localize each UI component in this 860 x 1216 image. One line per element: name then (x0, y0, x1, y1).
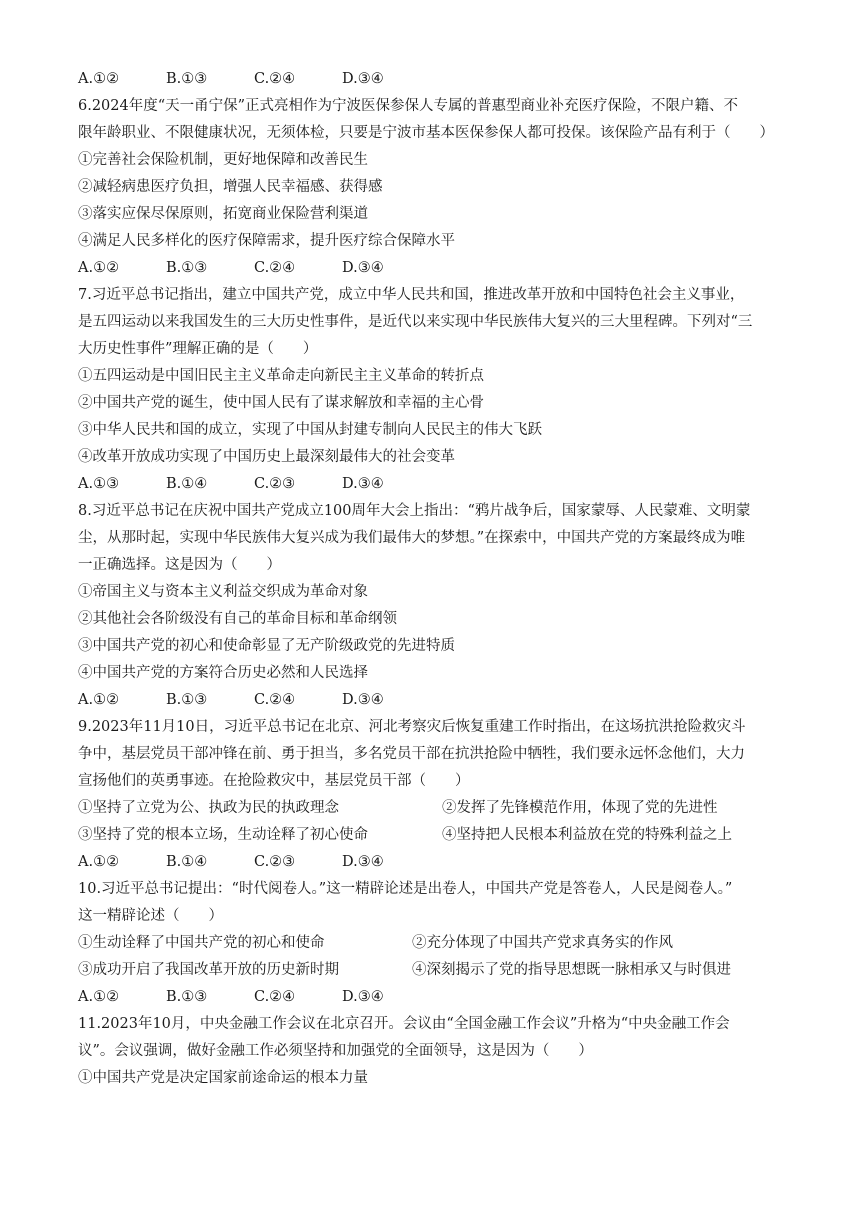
q8-item: ③中国共产党的初心和使命彰显了无产阶级政党的先进特质 (78, 638, 455, 654)
q8-option-a[interactable]: A.①② (78, 692, 120, 708)
q7-item: ①五四运动是中国旧民主主义革命走向新民主主义革命的转折点 (78, 368, 484, 384)
q10-option-a[interactable]: A.①② (78, 989, 120, 1005)
q9-option-c[interactable]: C.②③ (254, 854, 296, 870)
q9-option-a[interactable]: A.①② (78, 854, 120, 870)
q6-option-b[interactable]: B.①③ (166, 260, 208, 276)
q6-option-d[interactable]: D.③④ (342, 260, 384, 276)
q8-option-c[interactable]: C.②④ (254, 692, 296, 708)
q10-option-d[interactable]: D.③④ (342, 989, 384, 1005)
q6-option-c[interactable]: C.②④ (254, 260, 296, 276)
q9-item: ③坚持了党的根本立场，生动诠释了初心使命 (78, 827, 368, 843)
q9-stem-line: 争中，基层党员干部冲锋在前、勇于担当，多名党员干部在抗洪抢险中牺牲，我们要永远怀念他们，大力 (78, 746, 745, 762)
q8-item: ④中国共产党的方案符合历史必然和人民选择 (78, 665, 368, 681)
q7-stem-line: 是五四运动以来我国发生的三大历史性事件，是近代以来实现中华民族伟大复兴的三大里程碑。下列对“三 (78, 314, 753, 330)
q8-options (78, 687, 784, 714)
q6-option-a[interactable]: A.①② (78, 260, 120, 276)
q9-option-d[interactable]: D.③④ (342, 854, 384, 870)
q9-option-b[interactable]: B.①④ (166, 854, 208, 870)
q6-stem-line: 6.2024年度“天一甬宁保”正式亮相作为宁波医保参保人专属的普惠型商业补充医疗保险，不限户籍、不 (78, 98, 739, 114)
q8-item: ②其他社会各阶级没有自己的革命目标和革命纲领 (78, 611, 397, 627)
q6-stem-line: 限年龄职业、不限健康状况，无须体检，只要是宁波市基本医保参保人都可投保。该保险产品有利于（ ） (78, 125, 774, 141)
q8-stem-line: 尘，从那时起，实现中华民族伟大复兴成为我们最伟大的梦想。”在探索中，中国共产党的方案最终成为唯 (78, 530, 746, 546)
q6-item: ②减轻病患医疗负担，增强人民幸福感、获得感 (78, 179, 383, 195)
q9-item: ②发挥了先锋模范作用，体现了党的先进性 (442, 800, 718, 816)
q10-item-row (78, 957, 784, 984)
q11-item: ①中国共产党是决定国家前途命运的根本力量 (78, 1070, 368, 1086)
q6-item: ③落实应保尽保原则，拓宽商业保险营利渠道 (78, 206, 368, 222)
q9-item-row (78, 795, 784, 822)
q6-options (78, 255, 784, 282)
q8-stem-line: 8.习近平总书记在庆祝中国共产党成立100周年大会上指出：“鸦片战争后，国家蒙辱、人民蒙难、文明蒙 (78, 503, 751, 519)
q8-item: ①帝国主义与资本主义利益交织成为革命对象 (78, 584, 368, 600)
q7-item: ③中华人民共和国的成立，实现了中国从封建专制向人民民主的伟大飞跃 (78, 422, 542, 438)
q7-option-c[interactable]: C.②③ (254, 476, 296, 492)
q9-item-row (78, 822, 784, 849)
q7-option-d[interactable]: D.③④ (342, 476, 384, 492)
q10-item: ③成功开启了我国改革开放的历史新时期 (78, 962, 339, 978)
q10-stem-line: 这一精辟论述（ ） (78, 908, 223, 924)
q9-stem-line: 宣扬他们的英勇事迹。在抢险救灾中，基层党员干部（ ） (78, 773, 470, 789)
q5-option-a[interactable]: A.①② (78, 71, 120, 87)
q10-item: ②充分体现了中国共产党求真务实的作风 (412, 935, 673, 951)
q5-option-b[interactable]: B.①③ (166, 71, 208, 87)
q7-stem-line: 大历史性事件”理解正确的是（ ） (78, 341, 318, 357)
q11-stem-line: 11.2023年10月，中央金融工作会议在北京召开。会议由“全国金融工作会议”升格为“中央金融工作会 (78, 1016, 730, 1032)
q10-item-row (78, 930, 784, 957)
q7-item: ②中国共产党的诞生，使中国人民有了谋求解放和幸福的主心骨 (78, 395, 484, 411)
q7-option-a[interactable]: A.①③ (78, 476, 120, 492)
q8-stem-line: 一正确选择。这是因为（ ） (78, 557, 281, 573)
q10-stem-line: 10.习近平总书记提出：“时代阅卷人。”这一精辟论述是出卷人，中国共产党是答卷人，人民是阅卷人。” (78, 881, 733, 897)
q6-item: ④满足人民多样化的医疗保障需求，提升医疗综合保障水平 (78, 233, 455, 249)
exam-page (78, 66, 784, 1092)
q10-option-b[interactable]: B.①③ (166, 989, 208, 1005)
q9-options (78, 849, 784, 876)
q10-option-c[interactable]: C.②④ (254, 989, 296, 1005)
q5-option-d[interactable]: D.③④ (342, 71, 384, 87)
q7-stem-line: 7.习近平总书记指出，建立中国共产党，成立中华人民共和国，推进改革开放和中国特色社会主义事业， (78, 287, 745, 303)
q10-item: ④深刻揭示了党的指导思想既一脉相承又与时俱进 (412, 962, 731, 978)
q10-item: ①生动诠释了中国共产党的初心和使命 (78, 935, 325, 951)
q5-option-c[interactable]: C.②④ (254, 71, 296, 87)
q5-options (78, 66, 784, 93)
q11-stem-line: 议”。会议强调，做好金融工作必须坚持和加强党的全面领导，这是因为（ ） (78, 1043, 593, 1059)
q8-option-b[interactable]: B.①③ (166, 692, 208, 708)
q9-stem-line: 9.2023年11月10日，习近平总书记在北京、河北考察灾后恢复重建工作时指出，在这场抗洪抢险救灾斗 (78, 719, 746, 735)
q8-option-d[interactable]: D.③④ (342, 692, 384, 708)
q7-options (78, 471, 784, 498)
q7-option-b[interactable]: B.①④ (166, 476, 208, 492)
q7-item: ④改革开放成功实现了中国历史上最深刻最伟大的社会变革 (78, 449, 455, 465)
q9-item: ①坚持了立党为公、执政为民的执政理念 (78, 800, 339, 816)
q6-item: ①完善社会保险机制，更好地保障和改善民生 (78, 152, 368, 168)
q10-options (78, 984, 784, 1011)
q9-item: ④坚持把人民根本利益放在党的特殊利益之上 (442, 827, 732, 843)
